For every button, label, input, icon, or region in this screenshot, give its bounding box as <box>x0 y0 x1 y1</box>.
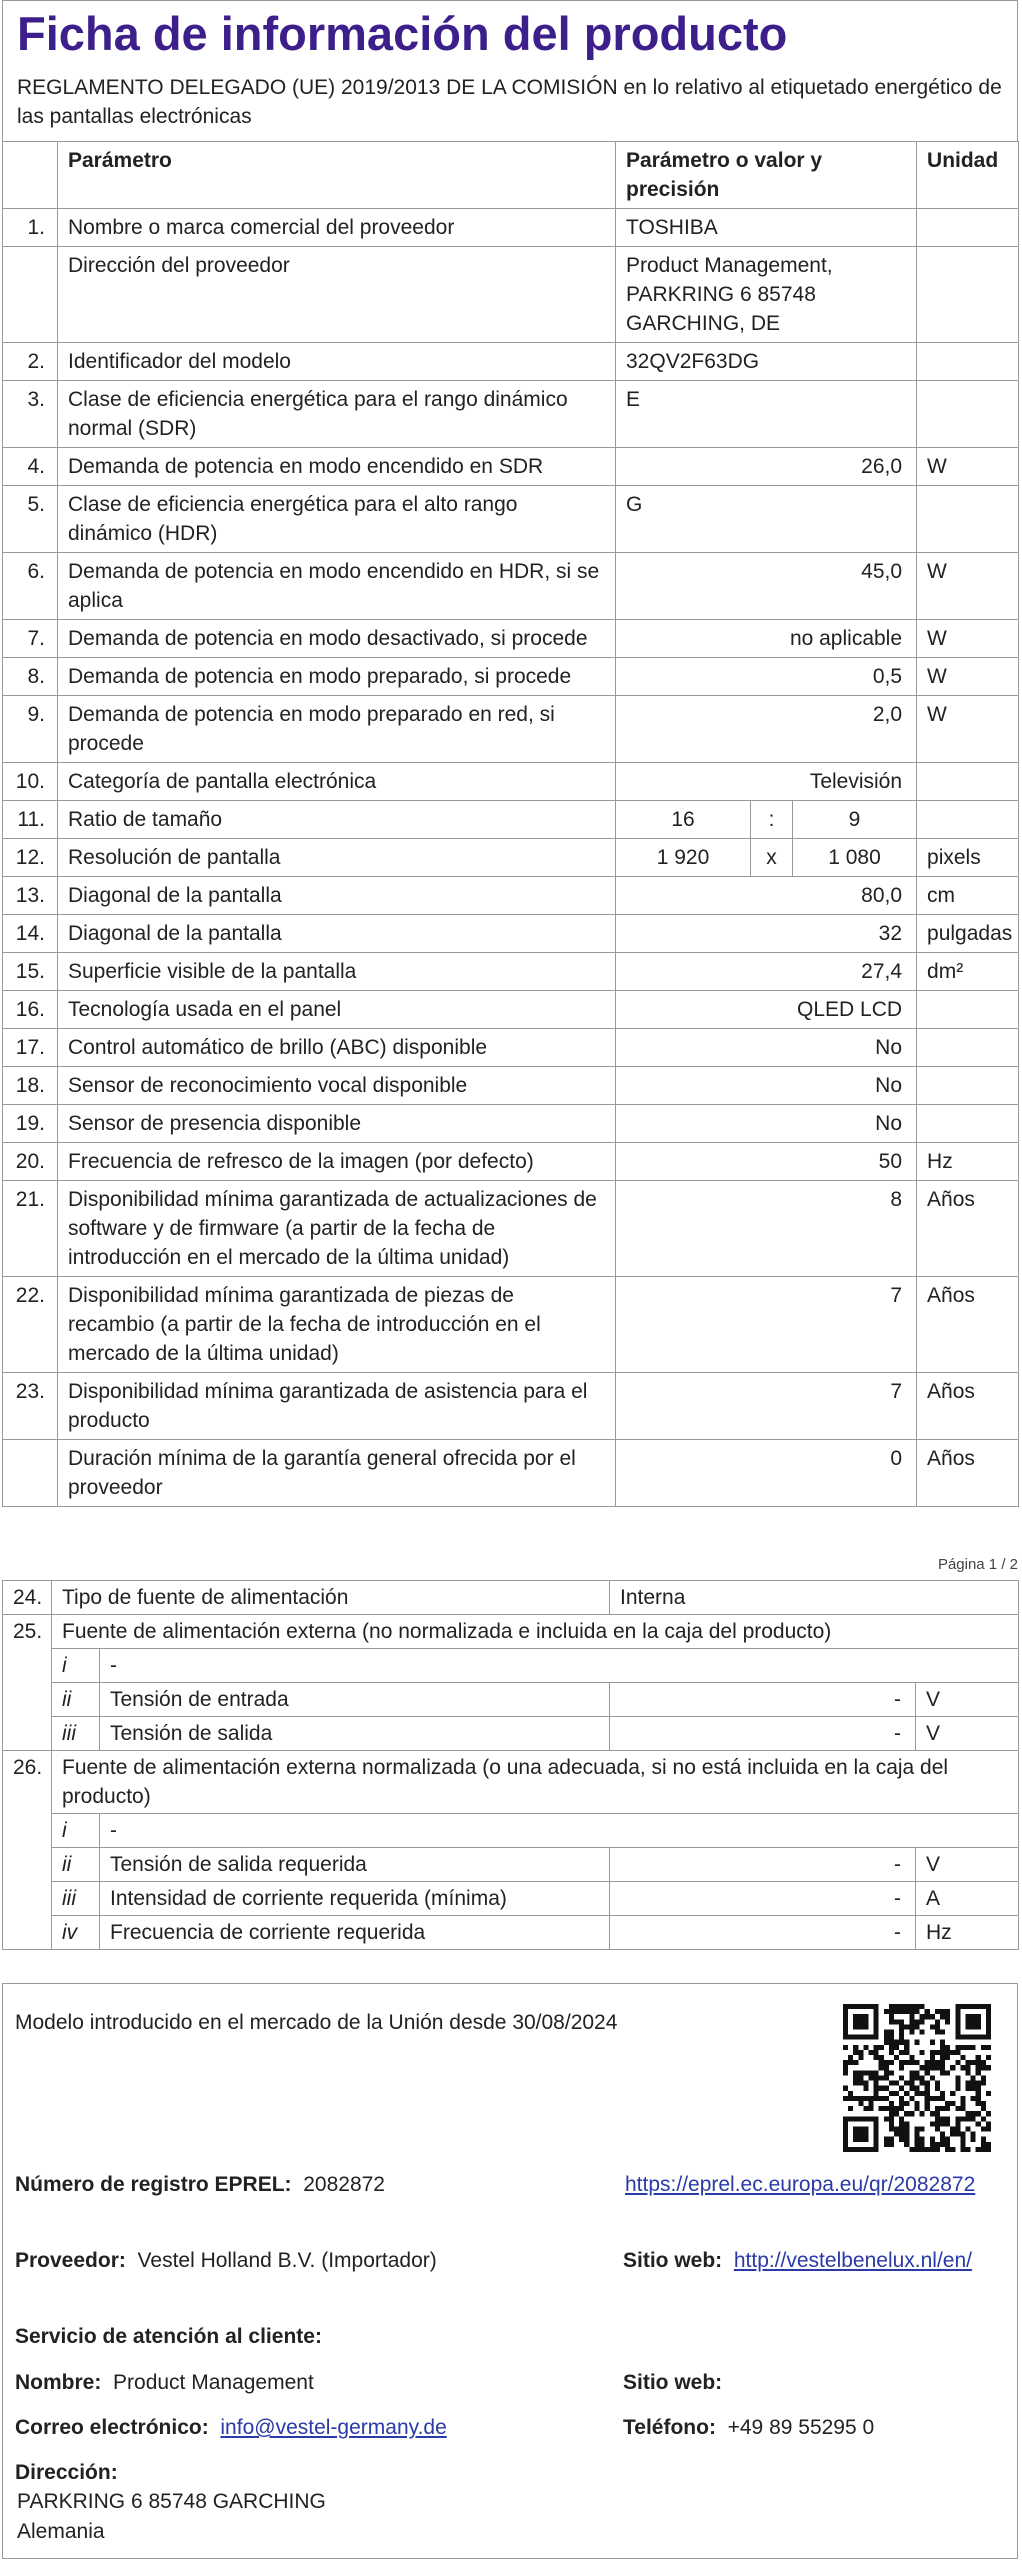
power-supply-table <box>2 1580 1019 1950</box>
table-row-resolution <box>3 839 1019 877</box>
row-parameter: Categoría de pantalla electrónica <box>58 763 616 801</box>
row-parameter: Demanda de potencia en modo encendido en SDR <box>58 448 616 486</box>
row-value: 0 <box>616 1440 917 1507</box>
sub-row-unit: Hz <box>916 1916 1019 1950</box>
contact-email <box>15 2413 447 2443</box>
row-parameter: Demanda de potencia en modo preparado, si procede <box>58 658 616 696</box>
row-value: 80,0 <box>616 877 917 915</box>
supplier-label: Proveedor: <box>15 2249 126 2272</box>
sub-row-value: - <box>610 1848 916 1882</box>
row-value: 50 <box>616 1143 917 1181</box>
service-website-label: Sitio web: <box>623 2371 723 2394</box>
table-row <box>3 1143 1019 1181</box>
table-row <box>3 763 1019 801</box>
row-parameter: Disponibilidad mínima garantizada de actualizaciones de software y de firmware (a partir de la fecha de introducción en el mercado de la última unidad) <box>58 1181 616 1277</box>
table-row <box>3 953 1019 991</box>
table-row <box>3 696 1019 763</box>
row-value: 26,0 <box>616 448 917 486</box>
address-label: Dirección: <box>15 2461 118 2484</box>
row-parameter: Demanda de potencia en modo encendido en HDR, si se aplica <box>58 553 616 620</box>
table-row <box>3 620 1019 658</box>
table-row <box>3 877 1019 915</box>
sub-row-index: i <box>52 1814 100 1848</box>
supplier-info <box>15 2246 437 2276</box>
header-unit: Unidad <box>917 142 1019 209</box>
sub-row-unit: V <box>916 1717 1019 1751</box>
row-parameter: Dirección del proveedor <box>58 247 616 343</box>
table-row <box>3 1067 1019 1105</box>
row-number: 16. <box>3 991 58 1029</box>
row-number <box>3 247 58 343</box>
row-unit: W <box>917 620 1019 658</box>
row-parameter: Clase de eficiencia energética para el alto rango dinámico (HDR) <box>58 486 616 553</box>
table-row <box>3 1105 1019 1143</box>
row-unit: pulgadas <box>917 915 1019 953</box>
row-number: 26. <box>3 1751 52 1950</box>
row-parameter: Diagonal de la pantalla <box>58 915 616 953</box>
header-value: Parámetro o valor y precisión <box>616 142 917 209</box>
row-value: 0,5 <box>616 658 917 696</box>
row-value: No <box>616 1029 917 1067</box>
sheet-header <box>2 0 1018 141</box>
supplier-value: Vestel Holland B.V. (Importador) <box>137 2249 437 2272</box>
row-unit <box>917 763 1019 801</box>
table-row-power-supply-type <box>3 1581 1019 1615</box>
row-unit <box>917 381 1019 448</box>
supplier-website-link[interactable]: http://vestelbenelux.nl/en/ <box>733 2249 973 2272</box>
row-number: 23. <box>3 1373 58 1440</box>
page-number: Página 1 / 2 <box>937 1556 1018 1573</box>
row-number: 11. <box>3 801 58 839</box>
table-row <box>3 915 1019 953</box>
row-number: 17. <box>3 1029 58 1067</box>
header-parameter: Parámetro <box>58 142 616 209</box>
row-parameter: Demanda de potencia en modo desactivado, si procede <box>58 620 616 658</box>
row-parameter: Tipo de fuente de alimentación <box>52 1581 610 1615</box>
row-unit: cm <box>917 877 1019 915</box>
table-row <box>3 209 1019 247</box>
table-row <box>3 1181 1019 1277</box>
row-parameter: Sensor de reconocimiento vocal disponible <box>58 1067 616 1105</box>
resolution-horizontal: 1 920 <box>616 839 751 877</box>
row-number: 19. <box>3 1105 58 1143</box>
row-unit <box>917 991 1019 1029</box>
row-unit: Hz <box>917 1143 1019 1181</box>
row-number: 25. <box>3 1615 52 1751</box>
regulation-text: REGLAMENTO DELEGADO (UE) 2019/2013 DE LA COMISIÓN en lo relativo al etiquetado energético de las pantallas electrónicas <box>17 76 1002 128</box>
row-parameter: Demanda de potencia en modo preparado en red, si procede <box>58 696 616 763</box>
row-unit <box>917 1067 1019 1105</box>
row-number: 12. <box>3 839 58 877</box>
row-number: 21. <box>3 1181 58 1277</box>
row-parameter: Control automático de brillo (ABC) disponible <box>58 1029 616 1067</box>
row-unit: W <box>917 658 1019 696</box>
table-row <box>3 343 1019 381</box>
table-row <box>3 991 1019 1029</box>
row-number: 4. <box>3 448 58 486</box>
row-number: 2. <box>3 343 58 381</box>
row-parameter: Ratio de tamaño <box>58 801 616 839</box>
sub-row-index: ii <box>52 1848 100 1882</box>
row-unit: pixels <box>917 839 1019 877</box>
page-one <box>2 0 1018 1573</box>
ratio-separator: : <box>751 801 793 839</box>
table-row <box>3 247 1019 343</box>
row-number: 7. <box>3 620 58 658</box>
row-parameter: Disponibilidad mínima garantizada de asistencia para el producto <box>58 1373 616 1440</box>
customer-service-heading: Servicio de atención al cliente: <box>15 2325 322 2348</box>
row-number: 10. <box>3 763 58 801</box>
ratio-height: 9 <box>793 801 917 839</box>
row-parameter: Disponibilidad mínima garantizada de piezas de recambio (a partir de la fecha de introducción en el mercado de la última unidad) <box>58 1277 616 1373</box>
row-parameter: Duración mínima de la garantía general ofrecida por el proveedor <box>58 1440 616 1507</box>
sub-row-value: - <box>610 1916 916 1950</box>
row-value: 7 <box>616 1373 917 1440</box>
row-number: 20. <box>3 1143 58 1181</box>
table-row <box>3 1373 1019 1440</box>
row-value: 2,0 <box>616 696 917 763</box>
sub-row <box>3 1916 1019 1950</box>
table-row-group-title <box>3 1615 1019 1649</box>
sub-row-parameter: Tensión de salida requerida <box>100 1848 610 1882</box>
row-unit: Años <box>917 1440 1019 1507</box>
sub-row-unit: A <box>916 1882 1019 1916</box>
page-title: Ficha de información del producto <box>17 7 788 60</box>
row-number: 1. <box>3 209 58 247</box>
row-unit: W <box>917 553 1019 620</box>
email-label: Correo electrónico: <box>15 2416 209 2439</box>
row-value: 45,0 <box>616 553 917 620</box>
eprel-registration <box>15 2170 385 2200</box>
row-unit: W <box>917 448 1019 486</box>
sub-row-value: - <box>610 1882 916 1916</box>
sub-row-parameter: Frecuencia de corriente requerida <box>100 1916 610 1950</box>
group-title: Fuente de alimentación externa normalizada (o una adecuada, si no está incluida en la caja del producto) <box>52 1751 1019 1814</box>
row-unit <box>917 247 1019 343</box>
table-row-aspect-ratio <box>3 801 1019 839</box>
product-parameter-table <box>2 141 1019 1507</box>
row-parameter: Tecnología usada en el panel <box>58 991 616 1029</box>
row-value: E <box>616 381 917 448</box>
row-number: 9. <box>3 696 58 763</box>
row-value: 27,4 <box>616 953 917 991</box>
row-number: 15. <box>3 953 58 991</box>
row-value: G <box>616 486 917 553</box>
row-number: 5. <box>3 486 58 553</box>
row-value: 7 <box>616 1277 917 1373</box>
row-parameter: Frecuencia de refresco de la imagen (por defecto) <box>58 1143 616 1181</box>
row-value: No <box>616 1105 917 1143</box>
row-value: 32QV2F63DG <box>616 343 917 381</box>
sub-row <box>3 1814 1019 1848</box>
sub-row-index: i <box>52 1649 100 1683</box>
sub-row-index: ii <box>52 1683 100 1717</box>
address-line-1: PARKRING 6 85748 GARCHING <box>17 2490 326 2513</box>
row-parameter: Resolución de pantalla <box>58 839 616 877</box>
table-row <box>3 658 1019 696</box>
row-unit: W <box>917 696 1019 763</box>
row-parameter: Clase de eficiencia energética para el rango dinámico normal (SDR) <box>58 381 616 448</box>
row-number: 24. <box>3 1581 52 1615</box>
sub-row-parameter: Tensión de salida <box>100 1717 610 1751</box>
email-link[interactable]: info@vestel-germany.de <box>220 2416 447 2439</box>
table-row <box>3 553 1019 620</box>
row-unit <box>917 801 1019 839</box>
row-value: No <box>616 1067 917 1105</box>
row-number: 22. <box>3 1277 58 1373</box>
row-number <box>3 1440 58 1507</box>
sub-row <box>3 1882 1019 1916</box>
table-row <box>3 381 1019 448</box>
eprel-link[interactable]: https://eprel.ec.europa.eu/qr/2082872 <box>625 2173 976 2196</box>
sub-row <box>3 1649 1019 1683</box>
row-parameter: Nombre o marca comercial del proveedor <box>58 209 616 247</box>
sub-row-index: iii <box>52 1882 100 1916</box>
row-value: Televisión <box>616 763 917 801</box>
row-value: no aplicable <box>616 620 917 658</box>
table-row <box>3 1277 1019 1373</box>
sub-row-index: iii <box>52 1717 100 1751</box>
eprel-label: Número de registro EPREL: <box>15 2173 292 2196</box>
row-unit: Años <box>917 1277 1019 1373</box>
table-header-row <box>3 142 1019 209</box>
contact-phone <box>623 2413 874 2443</box>
eprel-number: 2082872 <box>303 2173 385 2196</box>
row-unit <box>917 343 1019 381</box>
row-value: QLED LCD <box>616 991 917 1029</box>
website-label: Sitio web: <box>623 2249 723 2272</box>
row-value: 32 <box>616 915 917 953</box>
row-parameter: Diagonal de la pantalla <box>58 877 616 915</box>
phone-value: +49 89 55295 0 <box>727 2416 875 2439</box>
sub-row-parameter: Intensidad de corriente requerida (mínima) <box>100 1882 610 1916</box>
ratio-width: 16 <box>616 801 751 839</box>
row-parameter: Superficie visible de la pantalla <box>58 953 616 991</box>
sub-row-parameter: - <box>100 1814 1019 1848</box>
phone-label: Teléfono: <box>623 2416 716 2439</box>
sub-row-parameter: - <box>100 1649 1019 1683</box>
sub-row-index: iv <box>52 1916 100 1950</box>
market-introduction-text: Modelo introducido en el mercado de la Unión desde 30/08/2024 <box>15 2011 618 2034</box>
row-unit <box>917 1105 1019 1143</box>
row-parameter: Identificador del modelo <box>58 343 616 381</box>
page-two <box>2 1580 1018 1950</box>
sub-row-value: - <box>610 1683 916 1717</box>
row-parameter: Sensor de presencia disponible <box>58 1105 616 1143</box>
name-label: Nombre: <box>15 2371 102 2394</box>
table-row <box>3 448 1019 486</box>
sub-row <box>3 1717 1019 1751</box>
row-unit <box>917 209 1019 247</box>
resolution-vertical: 1 080 <box>793 839 917 877</box>
row-value: 8 <box>616 1181 917 1277</box>
sub-row-unit: V <box>916 1848 1019 1882</box>
row-value: Product Management, PARKRING 6 85748 GARCHING, DE <box>616 247 917 343</box>
row-value: Interna <box>610 1581 1019 1615</box>
sub-row <box>3 1683 1019 1717</box>
address-line-2: Alemania <box>17 2520 105 2543</box>
row-value: TOSHIBA <box>616 209 917 247</box>
table-row <box>3 1029 1019 1067</box>
row-unit: dm² <box>917 953 1019 991</box>
header-number <box>3 142 58 209</box>
contact-name <box>15 2368 314 2398</box>
table-row <box>3 486 1019 553</box>
row-number: 18. <box>3 1067 58 1105</box>
row-number: 14. <box>3 915 58 953</box>
group-title: Fuente de alimentación externa (no normalizada e incluida en la caja del producto) <box>52 1615 1019 1649</box>
sub-row-parameter: Tensión de entrada <box>100 1683 610 1717</box>
row-unit: Años <box>917 1373 1019 1440</box>
row-number: 8. <box>3 658 58 696</box>
sub-row <box>3 1848 1019 1882</box>
table-row <box>3 1440 1019 1507</box>
resolution-separator: x <box>751 839 793 877</box>
row-number: 3. <box>3 381 58 448</box>
row-number: 6. <box>3 553 58 620</box>
table-row-group-title <box>3 1751 1019 1814</box>
qr-code-icon <box>843 2004 991 2152</box>
eprel-info-box <box>2 1983 1018 2559</box>
row-unit <box>917 486 1019 553</box>
sub-row-unit: V <box>916 1683 1019 1717</box>
row-unit <box>917 1029 1019 1067</box>
row-unit: Años <box>917 1181 1019 1277</box>
row-number: 13. <box>3 877 58 915</box>
sub-row-value: - <box>610 1717 916 1751</box>
name-value: Product Management <box>113 2371 314 2394</box>
